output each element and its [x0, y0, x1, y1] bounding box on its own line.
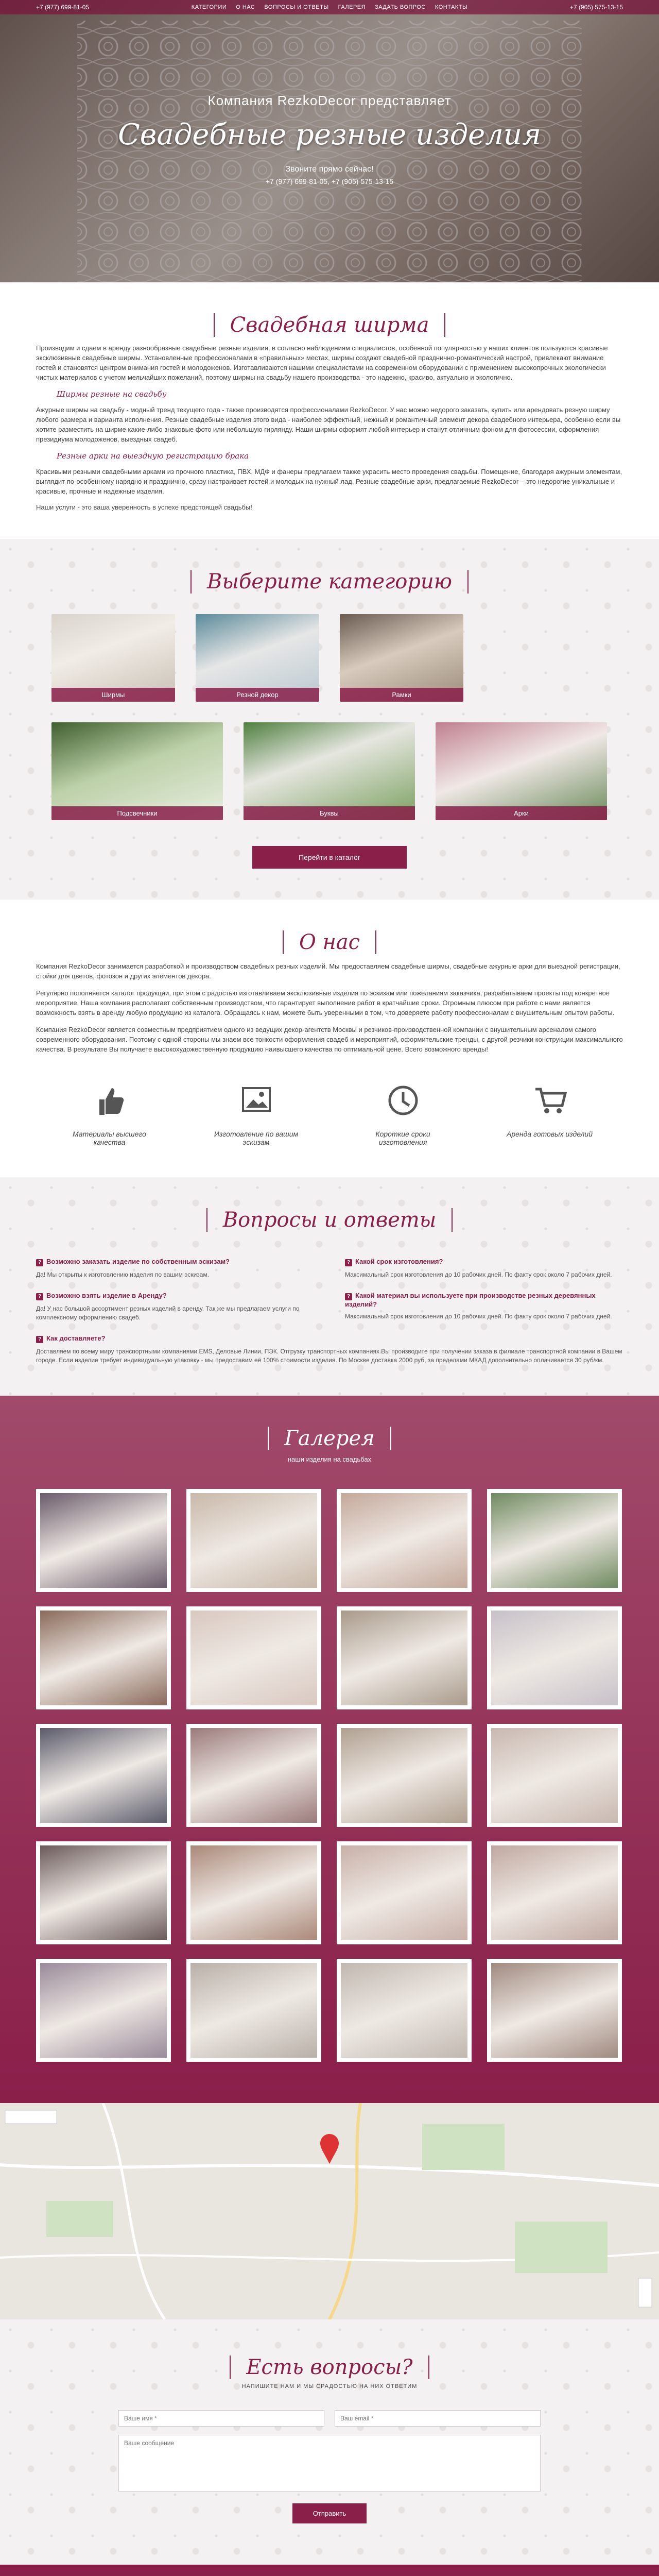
feature: Материалы высшего качества: [58, 1080, 161, 1146]
faq-item: ? Как доставляете? Доставляем по всему миру транспортными компаниями EMS, Деловые Линии, ПЭК. Отгрузку транспортных компаниях Вы производите при получении заказа в филиале транспортной компании в Вашем городе. Если изделие требует индивидуальную упаковку - мы предоставим её 100% стоимости изделия. По Москве доставка 2000 руб, за пределами МКАД дополнительно оплачивается 30 руб/км.: [36, 1334, 622, 1364]
hero-text: [0, 93, 659, 185]
gallery-photo[interactable]: [487, 1606, 622, 1709]
contact-title: Есть вопросы?: [230, 2355, 429, 2379]
catalog-button[interactable]: Перейти в каталог: [252, 846, 407, 869]
gallery-title: Галерея: [268, 1427, 391, 1450]
clock-icon: [383, 1080, 424, 1121]
faq-item: ? Возможно заказать изделие по собственным эскизам? Да! Мы открыты к изготовлению изделия по вашим эскизам.: [36, 1258, 230, 1278]
nav-categories[interactable]: КАТЕГОРИИ: [191, 4, 227, 10]
nav-contacts[interactable]: КОНТАКТЫ: [435, 4, 468, 10]
category-card[interactable]: Подсвечники: [51, 722, 223, 820]
gallery-photo[interactable]: [487, 1724, 622, 1827]
question-icon: ?: [36, 1293, 43, 1300]
gallery-photo[interactable]: [487, 1841, 622, 1944]
gallery-subtitle: наши изделия на свадьбах: [287, 1455, 372, 1463]
main-nav: [192, 4, 467, 10]
question-icon: ?: [36, 1259, 43, 1266]
gallery-photo[interactable]: [36, 1724, 171, 1827]
category-card[interactable]: Рамки: [340, 614, 463, 702]
contact-section: [0, 2319, 659, 2565]
feature: Аренда готовых изделий: [498, 1080, 601, 1146]
nav-ask[interactable]: ЗАДАТЬ ВОПРОС: [375, 4, 426, 10]
nav-gallery[interactable]: ГАЛЕРЕЯ: [338, 4, 366, 10]
gallery-photo[interactable]: [337, 1724, 472, 1827]
faq-section: [0, 1177, 659, 1396]
map[interactable]: [0, 2103, 659, 2319]
gallery-photo[interactable]: [36, 1959, 171, 2062]
category-grid: [51, 614, 608, 702]
faq-item: ? Какой материал вы используете при производстве резных деревянных изделий? Максимальный срок изготовления до 10 рабочих дней. По факту срок около 7 рабочих дней.: [345, 1292, 612, 1320]
cart-icon: [529, 1080, 570, 1121]
gallery-photo[interactable]: [186, 1959, 321, 2062]
gallery-photo[interactable]: [36, 1489, 171, 1592]
gallery-photo[interactable]: [186, 1724, 321, 1827]
hero: [0, 0, 659, 282]
map-image: [0, 2103, 659, 2319]
category-card[interactable]: Арки: [436, 722, 607, 820]
faq-item: ? Какой срок изготовления? Максимальный срок изготовления до 10 рабочих дней. По факту срок около 7 рабочих дней.: [345, 1258, 612, 1278]
gallery-photo[interactable]: [186, 1606, 321, 1709]
about-section: [0, 900, 659, 1177]
intro-paragraph: Ажурные ширмы на свадьбу - модный тренд текущего года - также производятся профессионалами RezkoDecor. У нас можно недорого заказать, купить или арендовать резную ширму любого размера и варианта исполнения. Резные свадебные изделия этого вида - наиболее эффектный, нежный и романтичный элемент декора свадебного интерьера, особенно если вы хотите разместить на ширме какие-либо знаковые фото или небольшую гирлянду. Наши ширмы оформят любой интерьер и станут отличным фоном для фотосессии, оформления президиума молодоженов, выездных свадеб.: [36, 406, 621, 443]
topbar: [0, 0, 659, 14]
intro-paragraph: Красивыми резными свадебными арками из прочного пластика, ПВХ, МДФ и фанеры предлагаем также украсить место проведения свадьбы. Помещение, благодаря ажурным элементам, выглядит по-особенному нарядно и празднично, сразу настраивает гостей и молодых на нужный лад. Резные свадебные арки, предлагаемые RezkoDecor – это недорогие уникальные и красивые, прочные и надежные изделия.: [36, 468, 622, 495]
gallery-grid: [36, 1489, 623, 2062]
nav-faq[interactable]: ВОПРОСЫ И ОТВЕТЫ: [264, 4, 329, 10]
faq-title: Вопросы и ответы: [206, 1208, 453, 1232]
intro-paragraph: Наши услуги - это ваша уверенность в успехе предстоящей свадьбы!: [36, 503, 252, 511]
feature: Короткие сроки изготовления: [352, 1080, 455, 1146]
intro-subheading: Ширмы резные на свадьбу: [57, 389, 167, 399]
gallery-photo[interactable]: [337, 1959, 472, 2062]
faq-grid: [36, 1258, 623, 1365]
gallery-photo[interactable]: [186, 1489, 321, 1592]
category-card[interactable]: Ширмы: [51, 614, 175, 702]
category-card[interactable]: Резной декор: [196, 614, 319, 702]
intro-title: Свадебная ширма: [214, 313, 446, 337]
feature: Изготовление по вашим эскизам: [205, 1080, 308, 1146]
topbar-phone-left[interactable]: +7 (977) 699-81-05: [36, 4, 90, 11]
gallery-section: [0, 1396, 659, 2103]
intro-paragraph: Производим и сдаем в аренду разнообразные свадебные резные изделия, в согласно наблюдениям специалистов, особенной популярностью у наших клиентов пользуются красивые эксклюзивные свадебные ширмы. Установленные профессионалами в «правильных» местах, ширмы создают свадебной празднично-романтический настрой, привлекают внимание гостей и становятся центром внимания гостей и молодоженов. Изготавливаются нашими специалистами на современном оборудовании с применением высокопрочных экологически чистых материалов с учетом мельчайших пожеланий, поэтому ширмы на свадьбу нашего производства - это надежно, красиво, актуально и экологично.: [36, 344, 608, 381]
gallery-photo[interactable]: [337, 1606, 472, 1709]
hero-call: Звоните прямо сейчас!: [285, 165, 374, 174]
features: [36, 1080, 623, 1146]
send-button[interactable]: Отправить: [292, 2503, 367, 2523]
hero-subtitle: Компания RezkoDecor представляет: [207, 93, 452, 108]
about-title: О нас: [283, 930, 376, 954]
intro-section: [0, 282, 659, 539]
categories-section: [0, 539, 659, 900]
contact-form: [118, 2410, 541, 2523]
category-grid: [51, 722, 608, 820]
sketch-icon: [236, 1080, 277, 1121]
intro-subheading: Резные арки на выездную регистрацию брака: [57, 451, 249, 461]
category-card[interactable]: Буквы: [244, 722, 415, 820]
contact-subtitle: НАПИШИТЕ НАМ И МЫ СРАДОСТЬЮ НА НИХ ОТВЕТИМ: [241, 2383, 418, 2389]
about-paragraph: Регулярно пополняется каталог продукции, при этом с радостью изготавливаем эксклюзивные изделия по эскизам или пожеланиям заказчика, разрабатываем проекты под конкретное мероприятие. Наша компания располагает собственным производством, что гарантирует выполнение работ в кратчайшие сроки. Огромным плюсом при работе с нами является возможность взять в аренду любую продукцию из каталога. Обращаясь к нам, можете быть уверенными в том, что доверяете работу профессионалам с внушительным опытом работы.: [36, 989, 615, 1016]
hero-title: Свадебные резные изделия: [117, 118, 542, 151]
gallery-photo[interactable]: [186, 1841, 321, 1944]
gallery-photo[interactable]: [337, 1841, 472, 1944]
question-icon: ?: [345, 1259, 352, 1266]
gallery-photo[interactable]: [487, 1489, 622, 1592]
topbar-phone-right[interactable]: +7 (905) 575-13-15: [569, 4, 623, 11]
gallery-photo[interactable]: [487, 1959, 622, 2062]
gallery-photo[interactable]: [337, 1489, 472, 1592]
email-input[interactable]: [335, 2410, 541, 2427]
name-input[interactable]: [118, 2410, 324, 2427]
message-input[interactable]: [118, 2435, 541, 2492]
footer: [0, 2565, 659, 2576]
question-icon: ?: [36, 1336, 43, 1343]
question-icon: ?: [345, 1293, 352, 1300]
faq-item: ? Возможно взять изделие в Аренду? Да! У нас большой ассортимент резных изделий в аренду. Так же мы предлагаем услуги по комплексному оформлению свадеб.: [36, 1292, 300, 1321]
categories-title: Выберите категорию: [190, 570, 469, 594]
thumbs-up-icon: [89, 1080, 130, 1121]
nav-about[interactable]: О НАС: [236, 4, 255, 10]
gallery-photo[interactable]: [36, 1606, 171, 1709]
gallery-photo[interactable]: [36, 1841, 171, 1944]
about-paragraph: Компания RezkoDecor занимается разработкой и производством свадебных резных изделий. Мы предоставляем свадебные ширмы, свадебные ажурные арки для выездной регистрации, стойки для цветов, фотозон и других элементов декора.: [36, 962, 620, 980]
hero-phone: +7 (977) 699-81-05, +7 (905) 575-13-15: [265, 177, 394, 185]
about-paragraph: Компания RezkoDecor является совместным предприятием одного из ведущих декор-агентств Москвы и резчиков-производственной компании с внушительным арсеналом самого современного оборудования. Поэтому с одной стороны мы знаем все тонкости оформления свадеб и мероприятий, оформительские тренды, с другой резчики конструкции максимального качества. В результате Вы получаете высокохудожественную продукцию наивысшего качества по оптимальной цене. Всего возможного аренды!: [36, 1026, 623, 1053]
